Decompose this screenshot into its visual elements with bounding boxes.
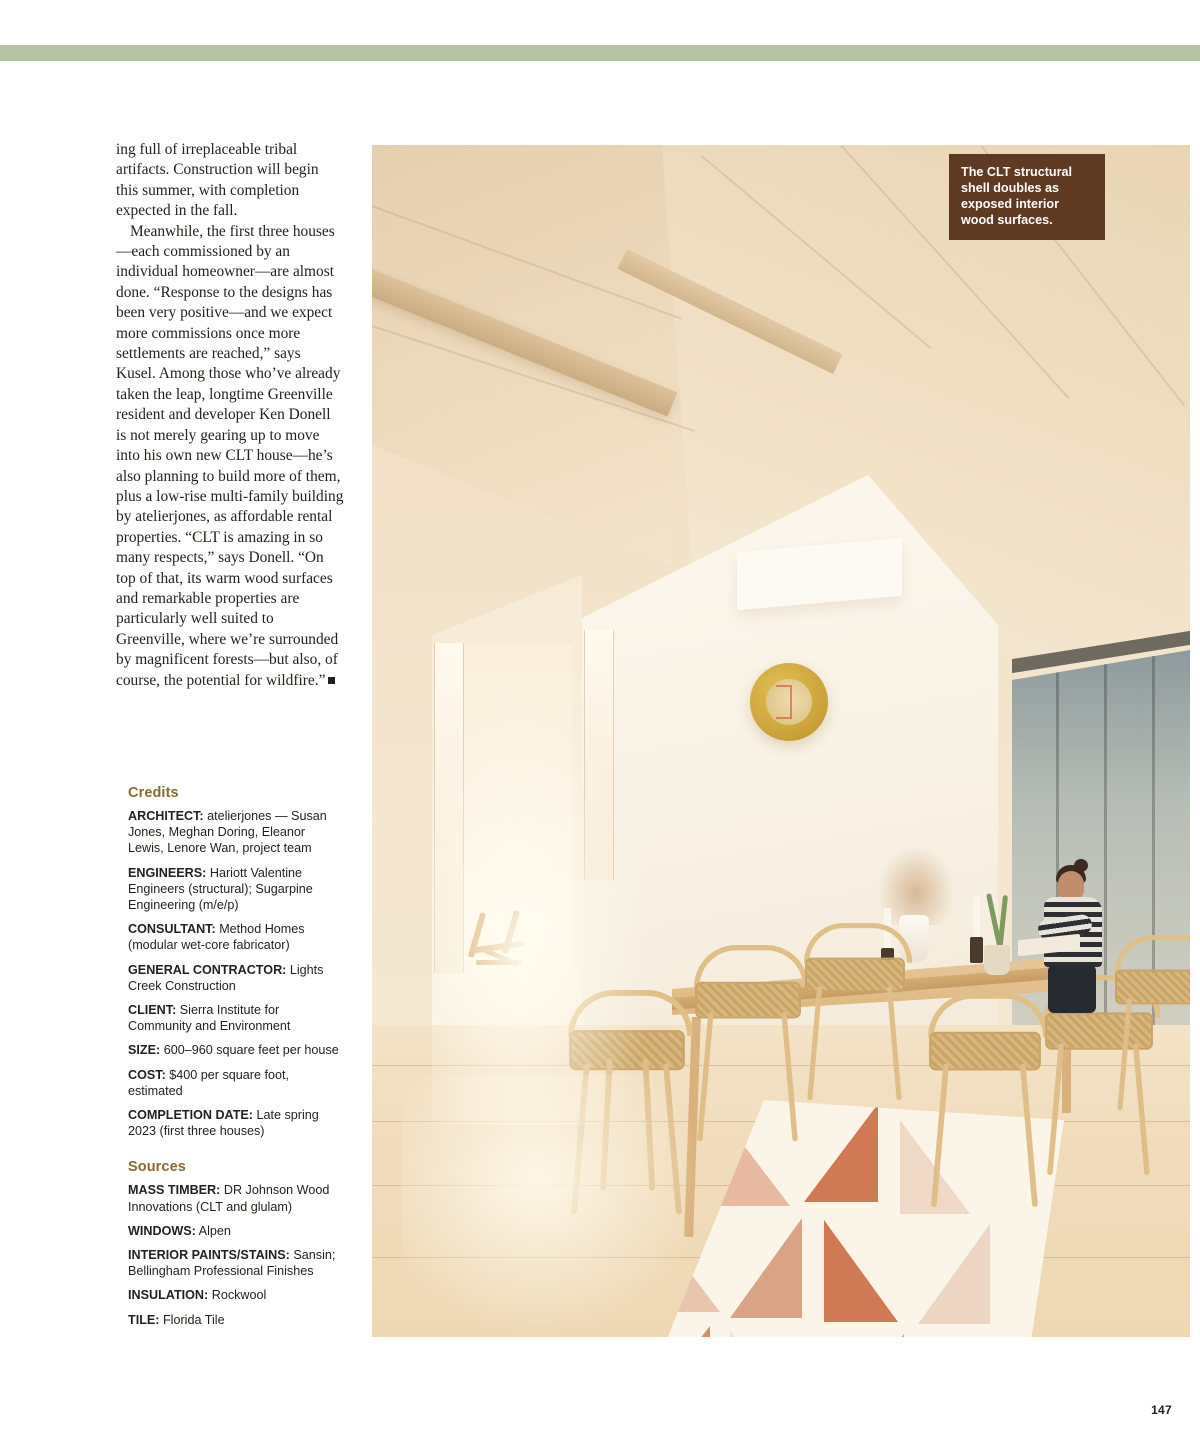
credits-heading: Credits: [128, 785, 179, 801]
credit-label: COMPLETION DATE:: [128, 1108, 253, 1123]
end-mark-icon: [328, 677, 335, 684]
source-mass-timber: [128, 1182, 344, 1214]
candle-holder: [970, 937, 983, 963]
source-insulation: [128, 1287, 344, 1303]
credit-engineers: [128, 865, 344, 914]
article-paragraph-1: ing full of irreplaceable tribal artifacts. Construction will begin this summer, with completion expected in the fall.: [116, 141, 319, 220]
source-value: Florida Tile: [162, 1312, 225, 1327]
source-windows: [128, 1223, 344, 1239]
credit-value: Hariott Valentine Engineers (structural); Sugarpine Engineering (m/e/p): [128, 865, 313, 913]
credit-label: SIZE:: [128, 1043, 161, 1058]
credits-block: [128, 785, 344, 1336]
legs: [1048, 965, 1096, 1013]
source-value: Alpen: [198, 1223, 231, 1238]
source-tile: [128, 1312, 344, 1328]
credit-value: Lights Creek Construction: [128, 962, 324, 993]
top-color-band: [0, 45, 1200, 61]
page-number: 147: [1151, 1403, 1172, 1417]
source-label: INSULATION:: [128, 1288, 209, 1303]
lounge-chair: [470, 910, 532, 972]
plant-pot: [984, 945, 1010, 975]
source-label: INTERIOR PAINTS/STAINS:: [128, 1248, 290, 1263]
source-value: Sansin; Bellingham Professional Finishes: [128, 1248, 336, 1279]
photo-caption: The CLT structural shell doubles as exposed interior wood surfaces.: [949, 154, 1105, 240]
sources-heading: Sources: [128, 1159, 186, 1176]
credit-client: [128, 1002, 344, 1034]
rug-triangle: [730, 1218, 802, 1318]
doorway: [434, 643, 464, 973]
article-body: [116, 140, 344, 691]
credit-value: Late spring 2023 (first three houses): [128, 1108, 319, 1139]
rug-triangle: [830, 1334, 904, 1337]
credit-value: Method Homes (modular wet-core fabricator): [128, 922, 305, 953]
credit-consultant: [128, 921, 344, 953]
source-interior-paints: [128, 1247, 344, 1279]
rug-triangle: [730, 1330, 802, 1337]
credit-completion-date: [128, 1107, 344, 1139]
credit-value: atelierjones — Susan Jones, Meghan Doring, Eleanor Lewis, Lenore Wan, project team: [128, 809, 327, 856]
interior-rendering: [372, 145, 1190, 1337]
credit-label: GENERAL CONTRACTOR:: [128, 962, 287, 977]
credit-architect: [128, 808, 344, 857]
source-label: TILE:: [128, 1312, 160, 1327]
doorway: [584, 630, 614, 880]
article-paragraph-2: Meanwhile, the first three houses—each commissioned by an individual homeowner—are almost done. “Response to the designs has been very positive—and we expect more commissions once more settlements are reached,” says Kusel. Among those who’ve already taken the leap, longtime Greenville resident and developer Ken Donell is not merely gearing up to move into his own new CLT house—he’s also planning to build more of them, plus a low-rise multi-family building by atelierjones, as affordable rental properties. “CLT is amazing in so many respects,” says Donell. “On top of that, its warm wood surfaces and remarkable properties are particularly well suited to Greenville, where we’re surrounded by magnificent forests—but also, of course, the potential for wildfire.”: [116, 222, 344, 689]
taper-candle: [973, 897, 980, 937]
source-label: WINDOWS:: [128, 1223, 196, 1238]
credit-label: COST:: [128, 1067, 166, 1082]
credit-general-contractor: [128, 962, 344, 994]
source-value: DR Johnson Wood Innovations (CLT and glulam): [128, 1183, 330, 1214]
rug-triangle: [824, 1220, 898, 1322]
credit-value: Sierra Institute for Community and Environment: [128, 1003, 291, 1034]
credit-label: CONSULTANT:: [128, 922, 216, 937]
credit-cost: [128, 1067, 344, 1099]
credit-label: ENGINEERS:: [128, 865, 207, 880]
credit-value: $400 per square foot, estimated: [128, 1067, 290, 1098]
rug-triangle: [804, 1104, 878, 1202]
mirror-reflection: [776, 685, 792, 719]
rug-triangle: [918, 1224, 990, 1324]
source-label: MASS TIMBER:: [128, 1183, 221, 1198]
credit-label: ARCHITECT:: [128, 809, 204, 823]
credit-label: CLIENT:: [128, 1003, 177, 1018]
source-value: Rockwool: [211, 1288, 267, 1303]
credit-value: 600–960 square feet per house: [163, 1043, 339, 1058]
credit-size: [128, 1042, 344, 1058]
